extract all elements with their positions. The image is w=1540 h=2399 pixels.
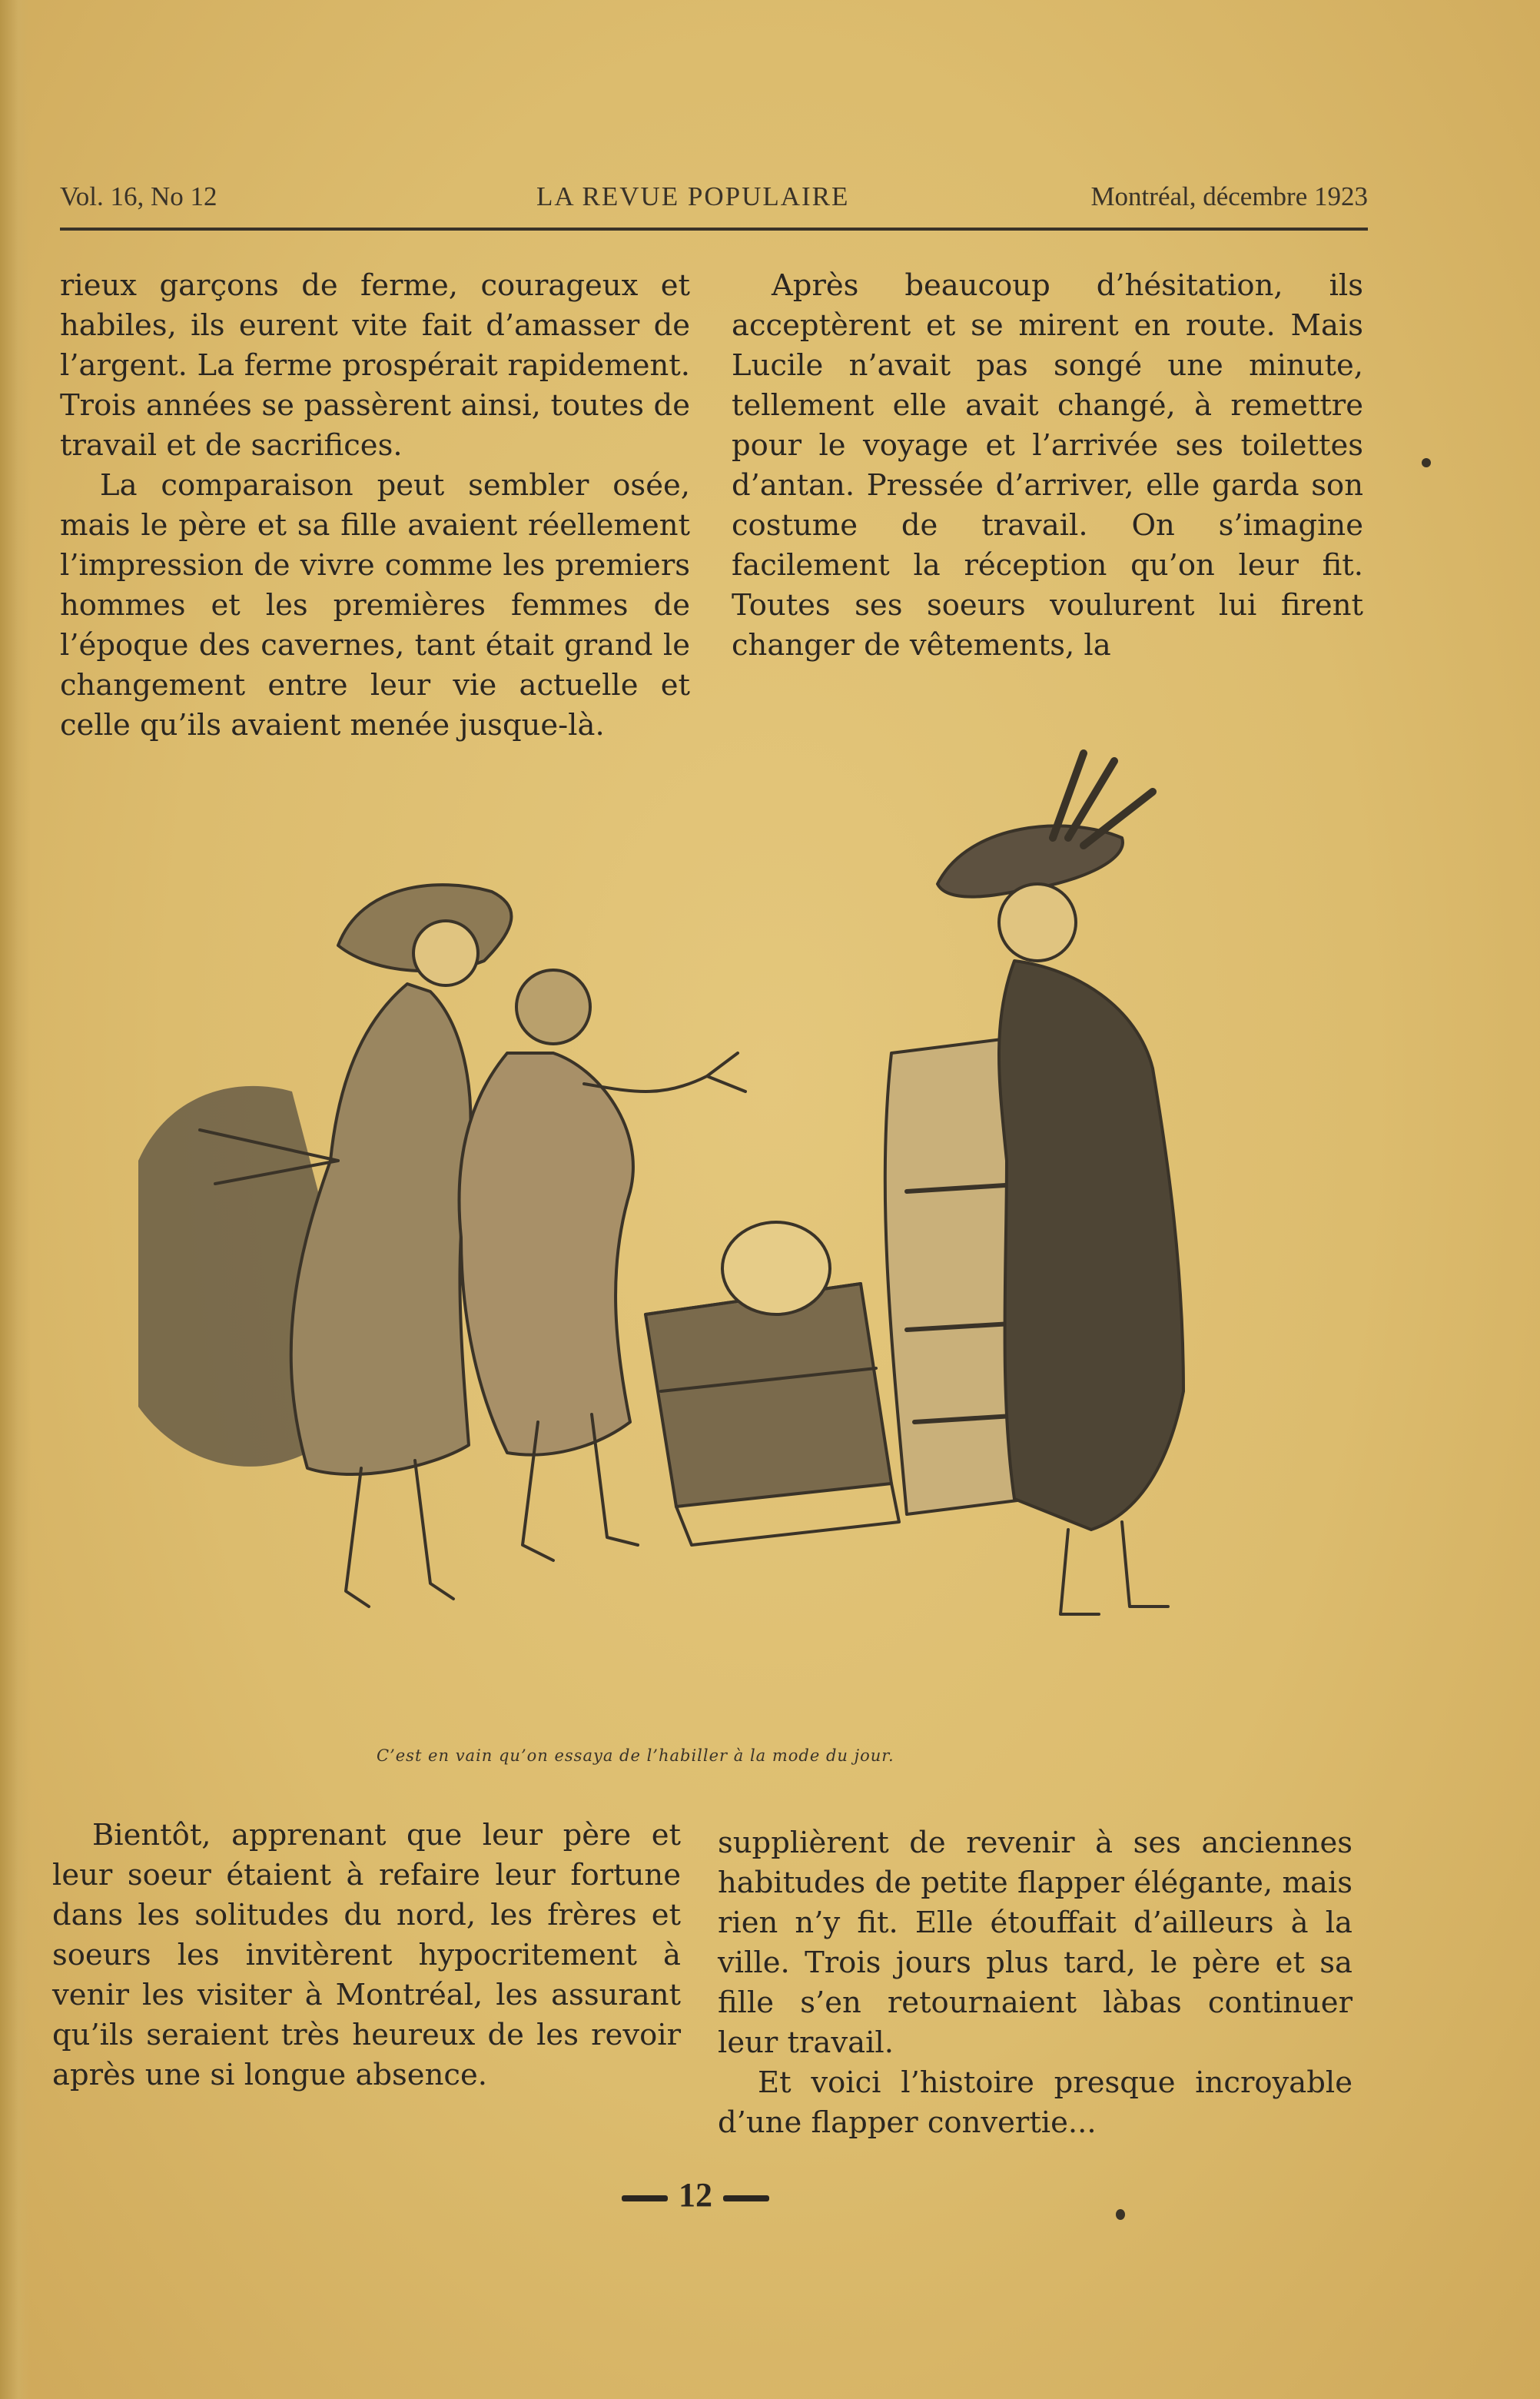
paragraph: supplièrent de revenir à ses anciennes habitudes de petite flapper élégante, mais rien n’y fit. Elle étouffait d’ailleurs à la ville. Trois jours plus tard, le père et sa fille s’en retournaient làbas continuer leur travail.: [718, 1826, 1352, 2060]
binding-edge: [0, 0, 31, 2399]
illustration-caption: C’est en vain qu’on essaya de l’habiller à la mode du jour.: [377, 1746, 894, 1765]
vase: [722, 1222, 830, 1314]
ink-speck: [1422, 458, 1431, 467]
woman-head-right: [999, 884, 1076, 961]
girl-dress-left: [291, 984, 471, 1474]
girl-dress-middle: [460, 1053, 633, 1455]
issue-date: Montréal, décembre 1923: [1090, 181, 1368, 211]
page-number-text: 12: [679, 2176, 712, 2214]
column-bottom-right: [718, 1823, 1352, 2143]
column-top-left: [60, 266, 690, 746]
girl-head-middle: [516, 970, 590, 1044]
paragraph: Bientôt, apprenant que leur père et leur soeur étaient à refaire leur fortune dans les solitudes du nord, les frères et soeurs les invitèrent hypocritement à venir les visiter à Montréal, les assurant qu’ils seraient très heureux de les revoir après une si longue absence.: [52, 1818, 681, 2092]
girl-head-left: [413, 921, 478, 985]
paragraph: La comparaison peut sembler osée, mais le père et sa fille avaient réellement l’impression de vivre comme les premiers hommes et les premières femmes de l’époque des cavernes, tant était grand le changement entre leur vie actuelle et celle qu’ils avaient menée jusque-là.: [60, 468, 690, 743]
trunk: [646, 1284, 891, 1507]
folio-dash-left: [622, 2195, 668, 2201]
paragraph: Après beaucoup d’hésitation, ils acceptèrent et se mirent en route. Mais Lucile n’avait pas songé une minute, tellement elle avait changé, à remettre pour le voyage et l’arrivée ses toilettes d’antan. Pressée d’arriver, elle garda son costume de travail. On s’imagine facilement la réception qu’on leur fit. Toutes ses soeurs voulurent lui firent changer de vêtements, la: [732, 268, 1363, 663]
volume-number: Vol. 16, No 12: [60, 181, 217, 211]
header-rule: [60, 228, 1368, 231]
illustration-engraving: [108, 730, 1337, 1737]
running-head: [60, 178, 1368, 217]
column-bottom-left: [52, 1816, 681, 2095]
page-number: [607, 2175, 784, 2221]
ink-speck: [1116, 2209, 1125, 2220]
paragraph: rieux garçons de ferme, courageux et habiles, ils eurent vite fait d’amasser de l’argent. La ferme prospérait rapidement. Trois années se passèrent ainsi, toutes de travail et de sacrifices.: [60, 268, 690, 463]
folio-dash-right: [723, 2195, 769, 2201]
publication-title: LA REVUE POPULAIRE: [536, 181, 850, 211]
paragraph: Et voici l’histoire presque incroyable d’une flapper convertie...: [718, 2065, 1352, 2140]
column-top-right: [732, 266, 1363, 666]
woman-dress-right: [999, 961, 1183, 1530]
